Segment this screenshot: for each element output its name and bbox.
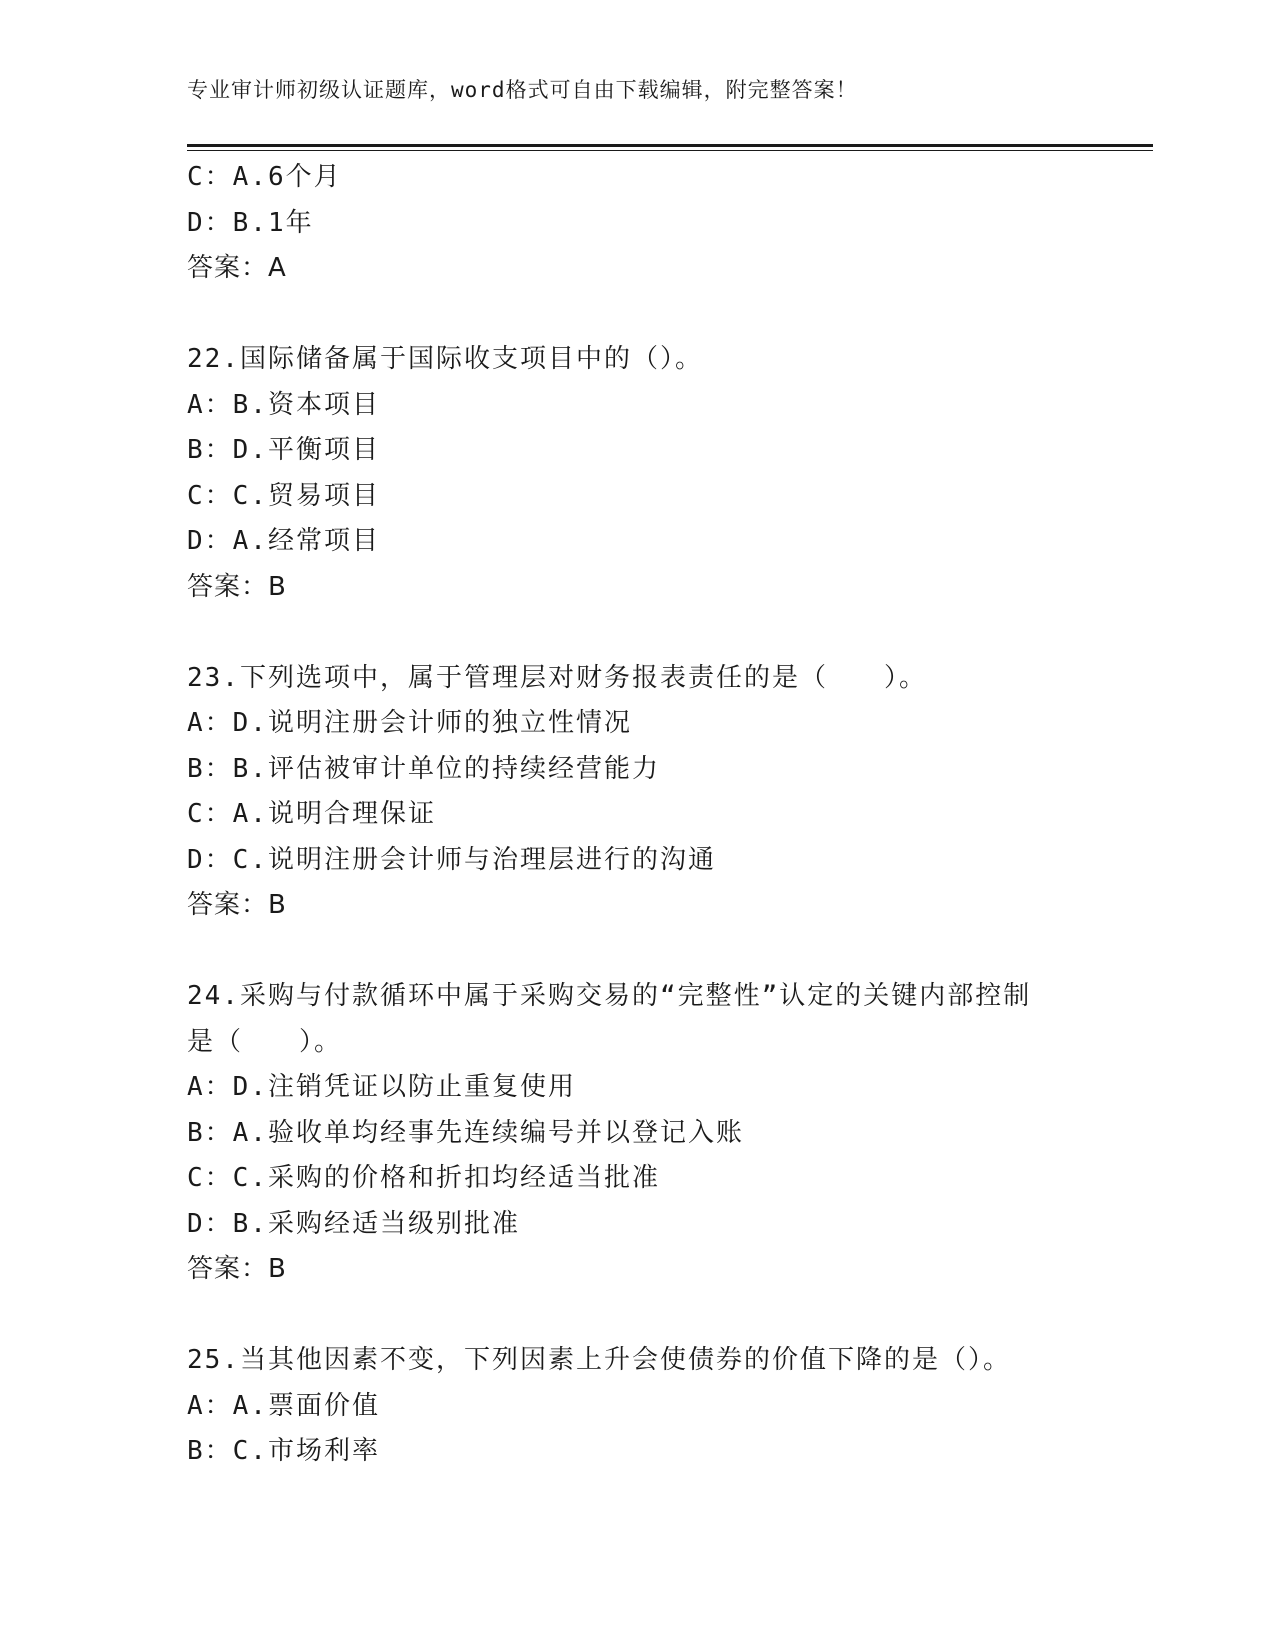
option-d: D：B.采购经适当级别批准 bbox=[187, 1208, 520, 1239]
option-a: A：B.资本项目 bbox=[187, 389, 380, 420]
answer-line: 答案：B bbox=[187, 571, 287, 602]
answer-line: 答案：B bbox=[187, 1254, 287, 1284]
option-b: B：C.市场利率 bbox=[187, 1436, 380, 1466]
question-stem-line-2: 是（ ）。 bbox=[187, 1026, 343, 1057]
option-b: B：B.评估被审计单位的持续经营能力 bbox=[187, 753, 660, 784]
option-c: C：C.贸易项目 bbox=[187, 480, 380, 511]
option-c: C：C.采购的价格和折扣均经适当批准 bbox=[187, 1163, 660, 1193]
question-stem-line-1: 24.采购与付款循环中属于采购交易的“完整性”认定的关键内部控制 bbox=[187, 981, 1032, 1011]
header-rule-thin bbox=[187, 150, 1153, 151]
question-24 bbox=[187, 974, 1127, 1293]
option-c: C：A.6个月 bbox=[187, 162, 342, 192]
page-header: 专业审计师初级认证题库，word格式可自由下载编辑，附完整答案！ bbox=[187, 78, 858, 102]
option-b: B：A.验收单均经事先连续编号并以登记入账 bbox=[187, 1117, 744, 1148]
option-b: B：D.平衡项目 bbox=[187, 435, 380, 465]
option-d: D：B.1年 bbox=[187, 207, 314, 238]
question-23 bbox=[187, 656, 1127, 929]
answer-line: 答案：B bbox=[187, 890, 287, 920]
spacer bbox=[187, 929, 1127, 975]
question-22 bbox=[187, 337, 1127, 610]
option-c: C：A.说明合理保证 bbox=[187, 799, 436, 829]
option-a: A：D.说明注册会计师的独立性情况 bbox=[187, 708, 632, 738]
answer-line: 答案：A bbox=[187, 253, 287, 283]
question-stem: 22.国际储备属于国际收支项目中的（）。 bbox=[187, 344, 703, 374]
option-d: D：C.说明注册会计师与治理层进行的沟通 bbox=[187, 844, 716, 875]
question-content bbox=[187, 155, 1127, 1475]
spacer bbox=[187, 1293, 1127, 1339]
spacer bbox=[187, 610, 1127, 656]
carryover-block bbox=[187, 155, 1127, 292]
header-rule-thick bbox=[187, 144, 1153, 147]
question-stem: 23.下列选项中，属于管理层对财务报表责任的是（ ）。 bbox=[187, 662, 927, 693]
option-a: A：A.票面价值 bbox=[187, 1390, 380, 1421]
option-a: A：D.注销凭证以防止重复使用 bbox=[187, 1072, 576, 1102]
spacer bbox=[187, 292, 1127, 338]
question-25 bbox=[187, 1338, 1127, 1475]
question-stem: 25.当其他因素不变，下列因素上升会使债券的价值下降的是（）。 bbox=[187, 1345, 1011, 1375]
option-d: D：A.经常项目 bbox=[187, 526, 380, 556]
